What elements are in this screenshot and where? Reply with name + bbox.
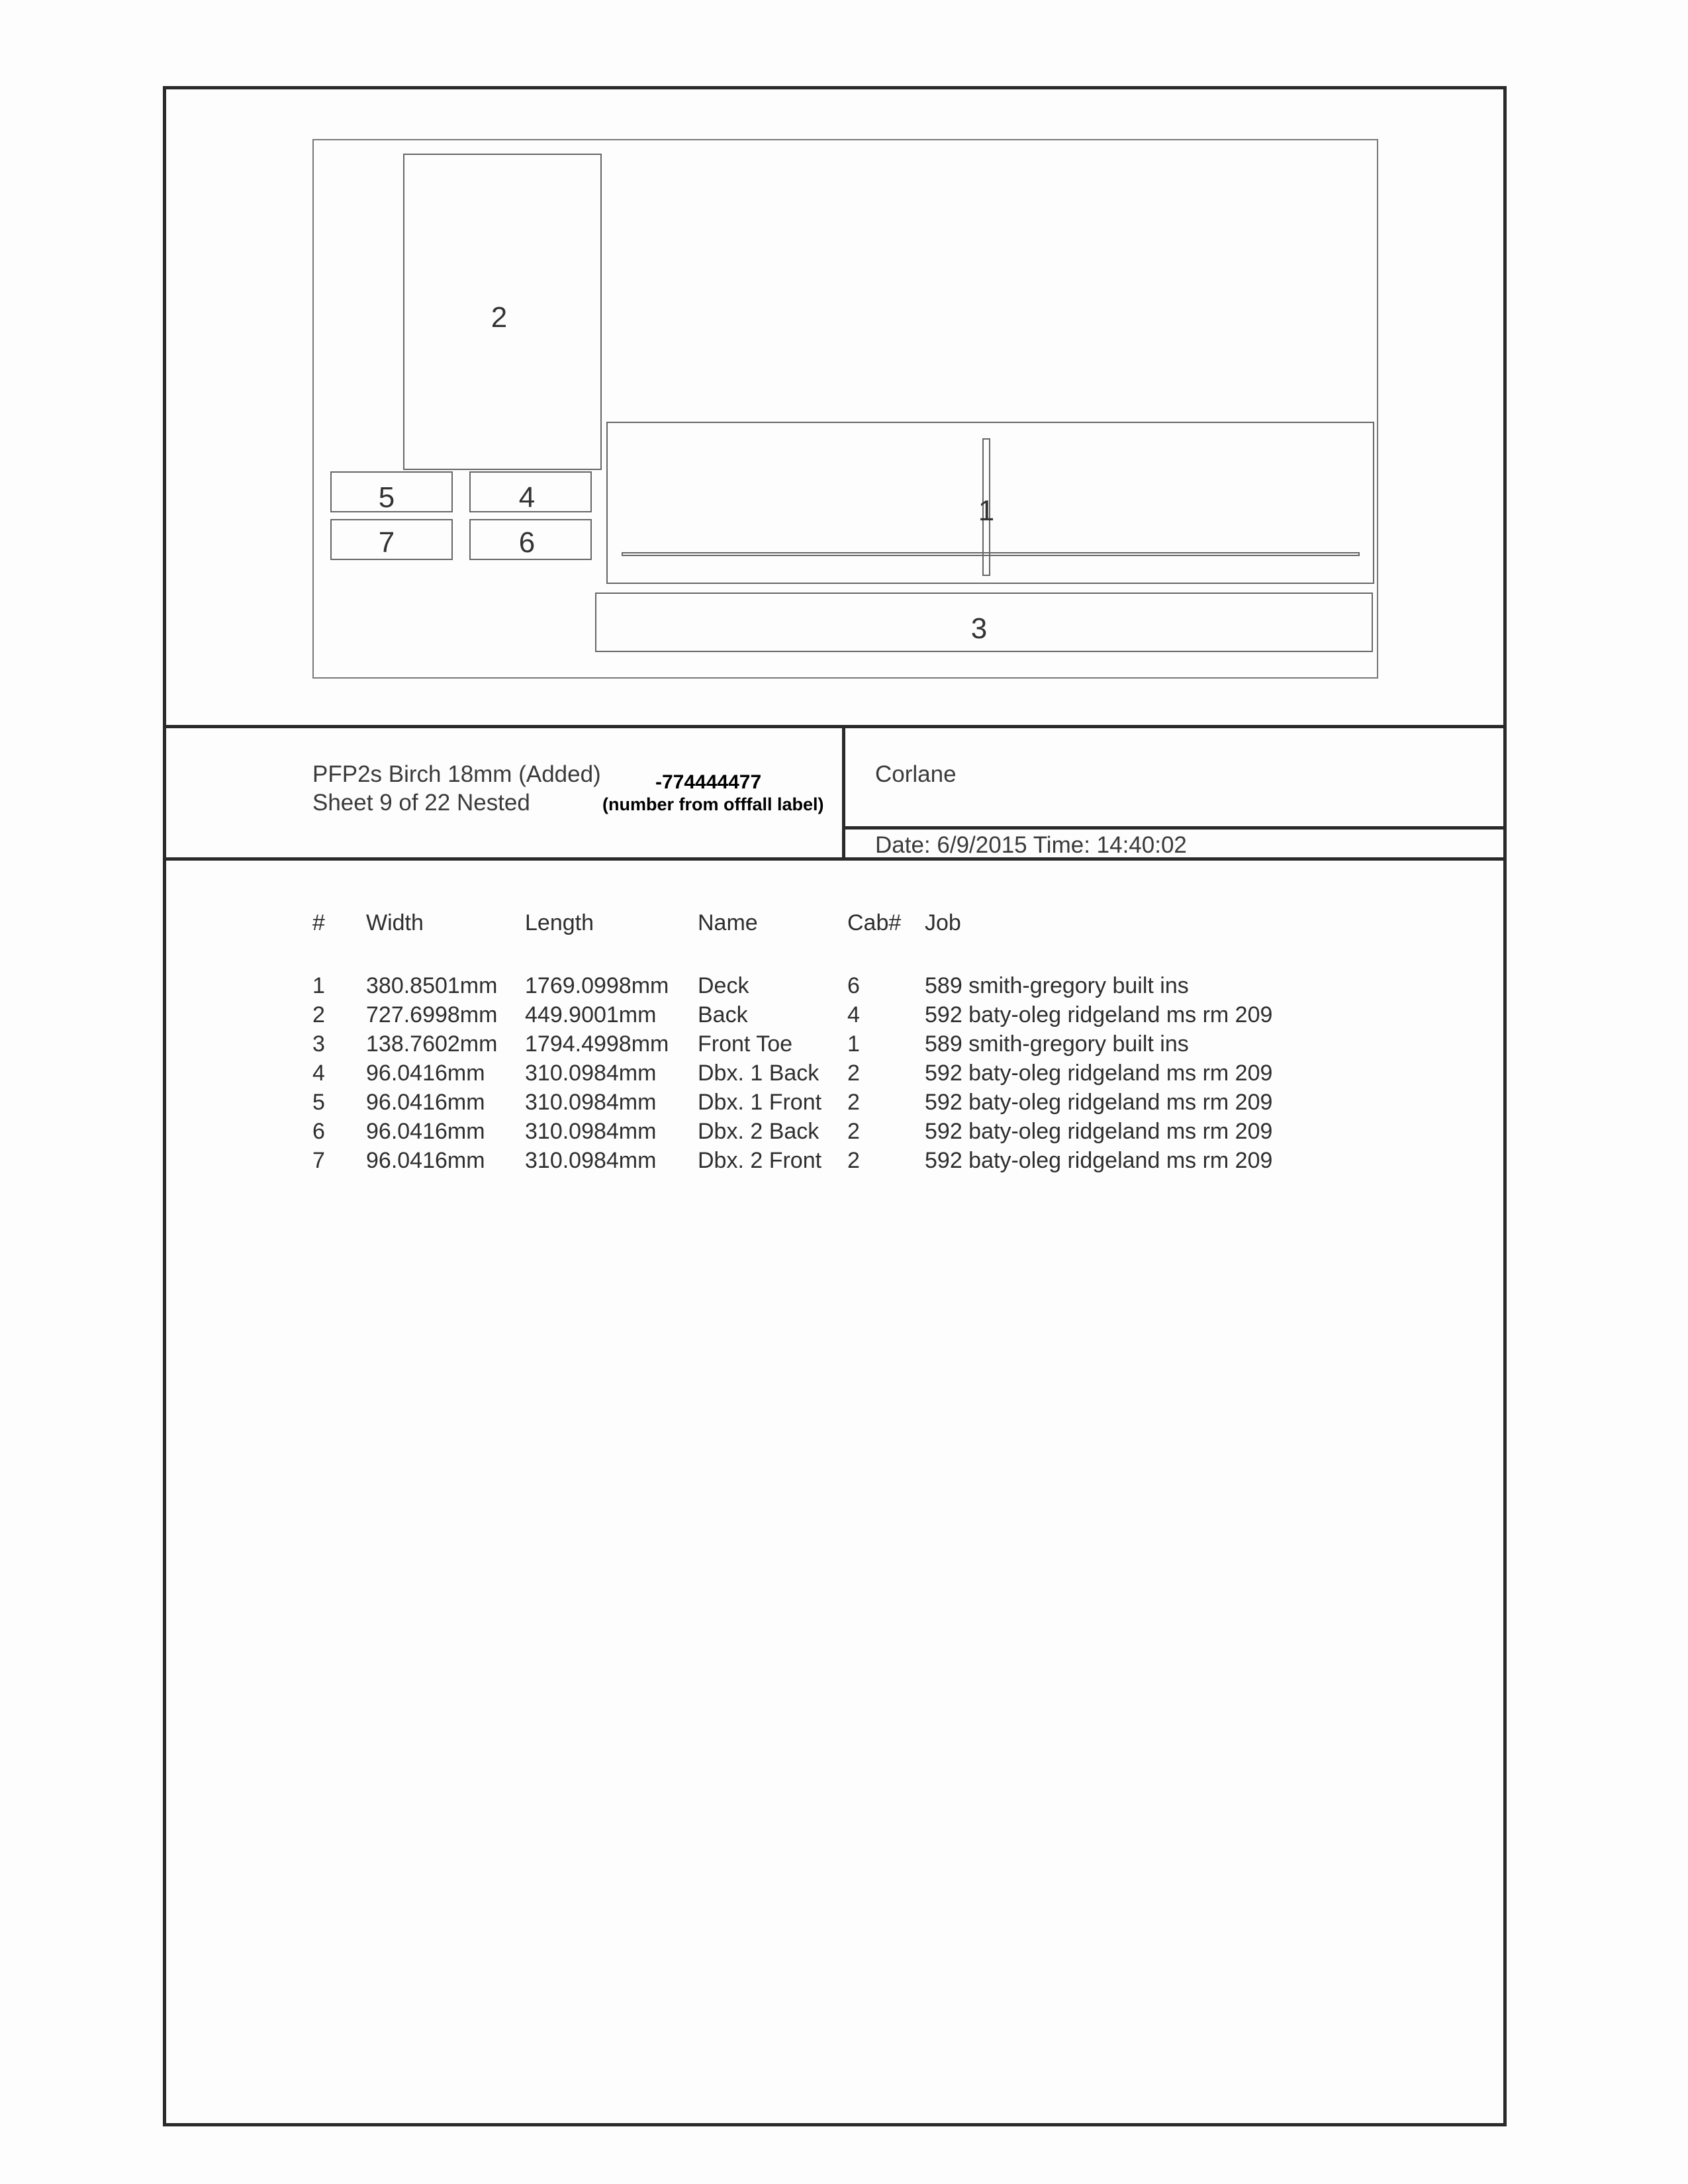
- cell-job: 592 baty-oleg ridgeland ms rm 209: [925, 1148, 1273, 1173]
- col-header-number: #: [312, 910, 325, 935]
- cell-job: 592 baty-oleg ridgeland ms rm 209: [925, 1002, 1273, 1027]
- cell-cab: 6: [847, 973, 860, 998]
- cell-name: Dbx. 2 Front: [698, 1148, 822, 1173]
- cell-cab: 2: [847, 1090, 860, 1115]
- cell-job: 592 baty-oleg ridgeland ms rm 209: [925, 1061, 1273, 1086]
- cell-width: 727.6998mm: [366, 1002, 498, 1027]
- part-label-3: 3: [970, 612, 988, 645]
- date-time: Date: 6/9/2015 Time: 14:40:02: [875, 832, 1187, 858]
- cell-name: Back: [698, 1002, 748, 1027]
- cell-cab: 4: [847, 1002, 860, 1027]
- cell-name: Dbx. 2 Back: [698, 1119, 820, 1144]
- cell-job: 592 baty-oleg ridgeland ms rm 209: [925, 1119, 1273, 1144]
- cell-number: 3: [312, 1031, 325, 1057]
- col-header-name: Name: [698, 910, 758, 935]
- cell-width: 96.0416mm: [366, 1061, 485, 1086]
- cell-job: 592 baty-oleg ridgeland ms rm 209: [925, 1090, 1273, 1115]
- divider-drawing-header: [163, 725, 1507, 728]
- col-header-job: Job: [925, 910, 961, 935]
- offfall-note: (number from offfall label): [602, 794, 824, 814]
- cell-length: 1794.4998mm: [525, 1031, 669, 1057]
- cell-cab: 2: [847, 1119, 860, 1144]
- offfall-number: -774444477: [655, 771, 762, 793]
- cell-number: 6: [312, 1119, 325, 1144]
- cell-length: 310.0984mm: [525, 1090, 657, 1115]
- part-label-4: 4: [518, 481, 536, 514]
- divider-header-table: [163, 857, 1507, 861]
- cell-cab: 1: [847, 1031, 860, 1057]
- divider-company-date: [842, 826, 1507, 830]
- sheet-label: Sheet 9 of 22 Nested: [312, 790, 530, 816]
- cell-width: 96.0416mm: [366, 1090, 485, 1115]
- cell-width: 380.8501mm: [366, 973, 498, 998]
- col-header-width: Width: [366, 910, 424, 935]
- cell-name: Deck: [698, 973, 749, 998]
- cell-width: 96.0416mm: [366, 1148, 485, 1173]
- cell-number: 1: [312, 973, 325, 998]
- part-label-5: 5: [378, 481, 395, 514]
- company-name: Corlane: [875, 761, 957, 787]
- cell-cab: 2: [847, 1061, 860, 1086]
- col-header-cab: Cab#: [847, 910, 902, 935]
- cell-width: 96.0416mm: [366, 1119, 485, 1144]
- part-label-2: 2: [491, 301, 508, 334]
- cell-cab: 2: [847, 1148, 860, 1173]
- cell-length: 310.0984mm: [525, 1148, 657, 1173]
- nesting-diagram: [312, 139, 1378, 679]
- part-label-7: 7: [378, 526, 395, 559]
- part-1-groove-horizontal: [622, 552, 1360, 556]
- cell-number: 4: [312, 1061, 325, 1086]
- part-label-6: 6: [518, 526, 536, 559]
- cell-length: 449.9001mm: [525, 1002, 657, 1027]
- divider-header-vertical: [842, 725, 845, 861]
- cell-length: 310.0984mm: [525, 1061, 657, 1086]
- cell-job: 589 smith-gregory built ins: [925, 973, 1189, 998]
- cell-name: Dbx. 1 Back: [698, 1061, 820, 1086]
- cell-number: 2: [312, 1002, 325, 1027]
- cell-number: 5: [312, 1090, 325, 1115]
- cell-width: 138.7602mm: [366, 1031, 498, 1057]
- col-header-length: Length: [525, 910, 594, 935]
- cell-number: 7: [312, 1148, 325, 1173]
- cell-job: 589 smith-gregory built ins: [925, 1031, 1189, 1057]
- cell-length: 310.0984mm: [525, 1119, 657, 1144]
- cell-name: Front Toe: [698, 1031, 793, 1057]
- cell-length: 1769.0998mm: [525, 973, 669, 998]
- material-label: PFP2s Birch 18mm (Added): [312, 761, 601, 787]
- cell-name: Dbx. 1 Front: [698, 1090, 822, 1115]
- part-label-1: 1: [978, 495, 995, 527]
